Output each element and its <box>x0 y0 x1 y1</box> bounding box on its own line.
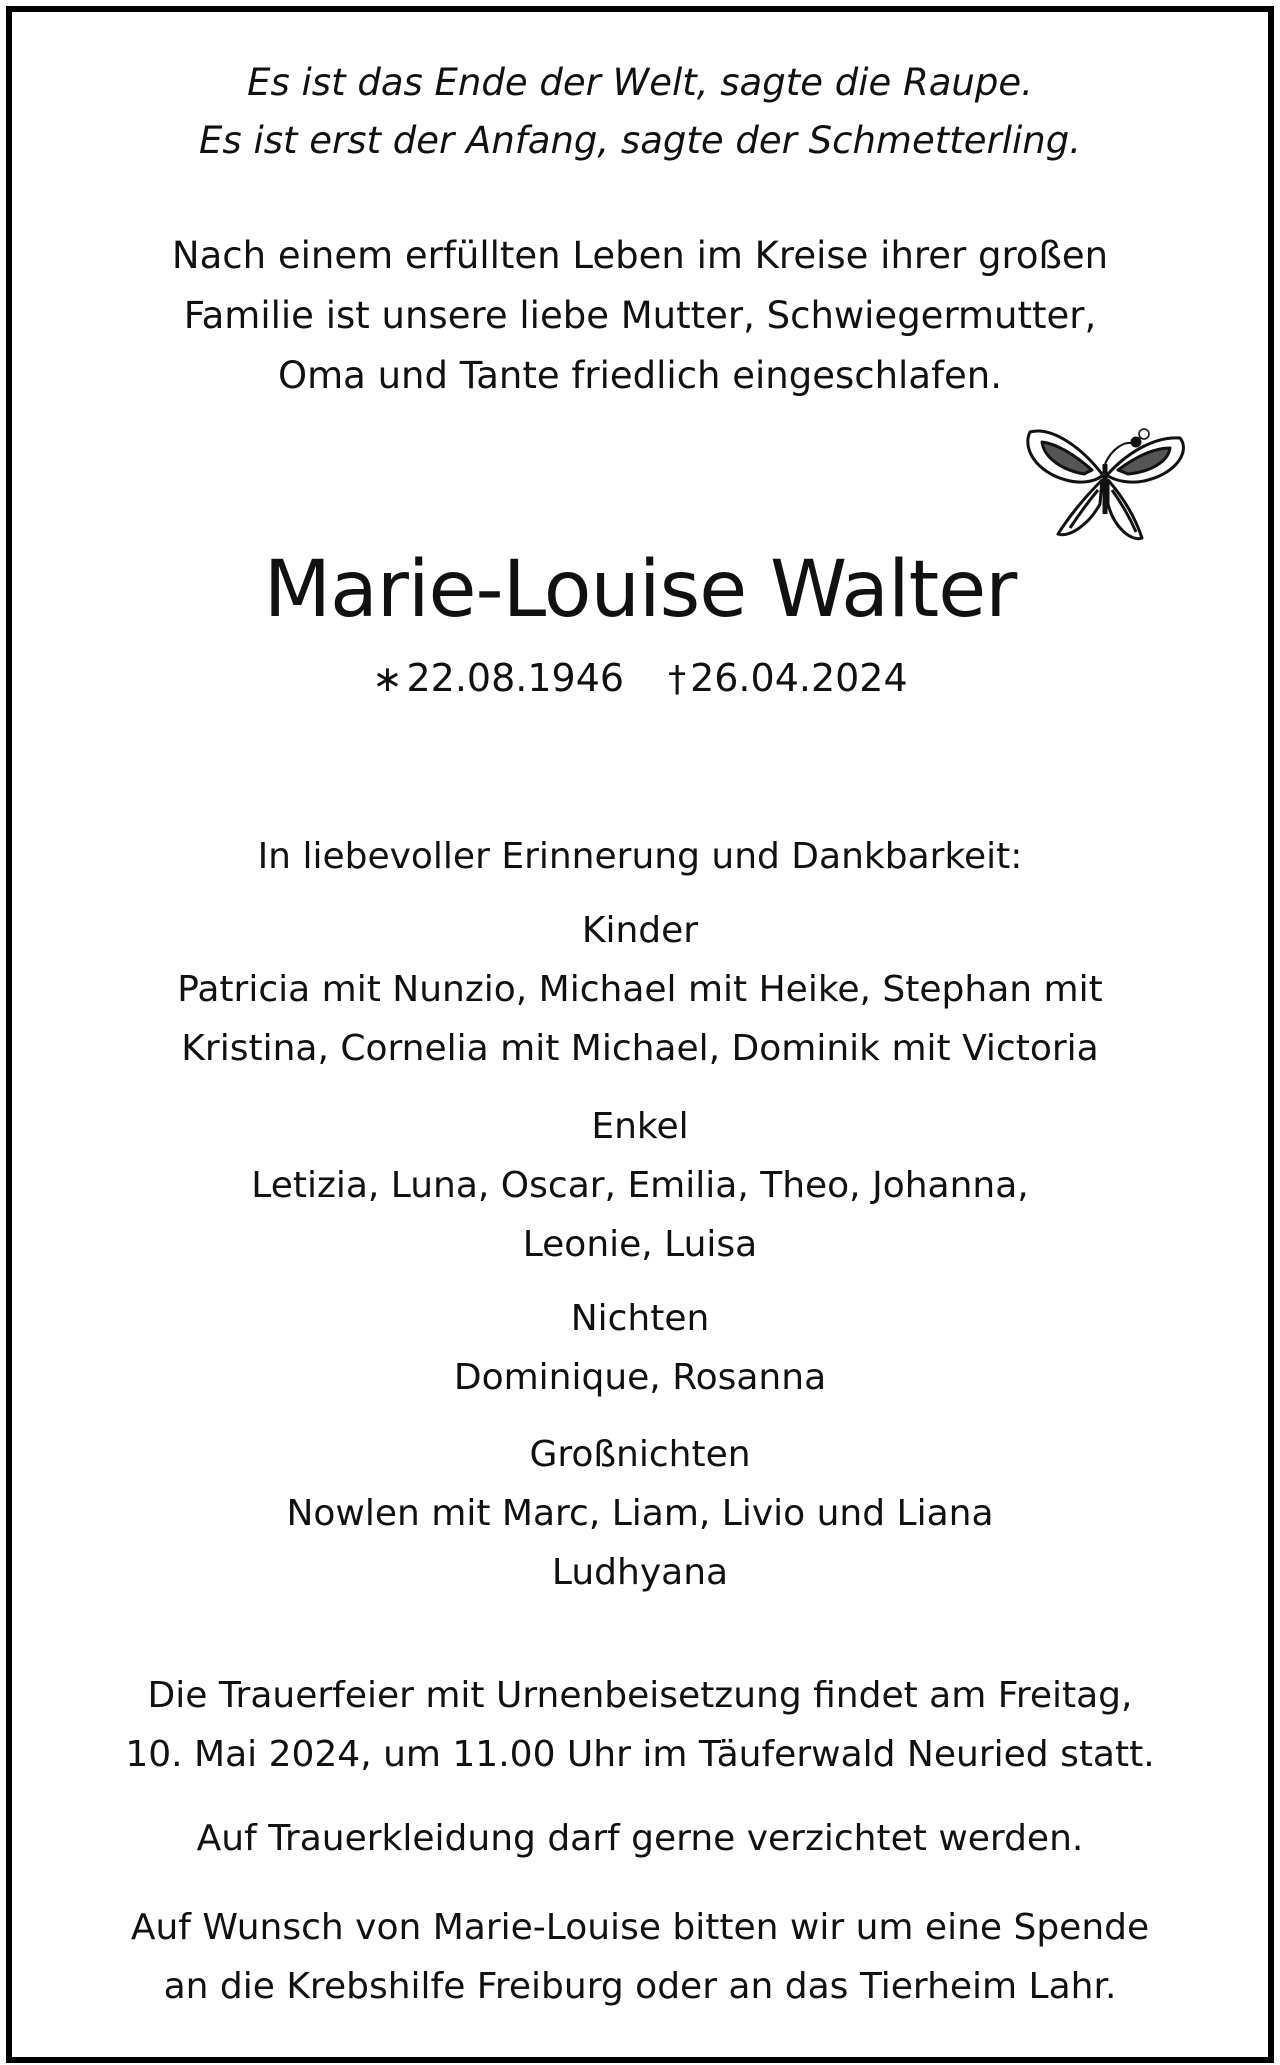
ceremony-line-2: 10. Mai 2024, um 11.00 Uhr im Täuferwald Neuried statt. <box>125 1734 1155 1775</box>
group-title: Großnichten <box>529 1434 751 1475</box>
birth-symbol: ∗ <box>372 659 403 700</box>
life-dates <box>0 650 1280 708</box>
death-symbol: † <box>668 659 687 700</box>
donation-line-2: an die Krebshilfe Freiburg oder an das Tierheim Lahr. <box>163 1966 1117 2007</box>
dress-note: Auf Trauerkleidung darf gerne verzichtet werden. <box>196 1818 1084 1859</box>
group-title: Nichten <box>570 1298 710 1339</box>
ceremony-info <box>0 1666 1280 1784</box>
death-date: 26.04.2024 <box>690 656 908 700</box>
group-title: Enkel <box>591 1106 689 1147</box>
quote-line-1: Es ist das Ende der Welt, sagte die Raupe. <box>247 61 1033 104</box>
group-nieces <box>0 1290 1280 1407</box>
group-line: Dominique, Rosanna <box>453 1357 827 1398</box>
donation-line-1: Auf Wunsch von Marie-Louise bitten wir um eine Spende <box>130 1907 1150 1948</box>
donation-note <box>0 1898 1280 2016</box>
group-line: Nowlen mit Marc, Liam, Livio und Liana <box>286 1493 994 1534</box>
remembrance-heading: In liebevoller Erinnerung und Dankbarkeit: <box>257 836 1023 877</box>
group-grandchildren <box>0 1098 1280 1274</box>
group-line: Ludhyana <box>551 1552 729 1593</box>
intro-text <box>0 226 1280 406</box>
deceased-name: Marie-Louise Walter <box>263 545 1017 635</box>
group-line: Leonie, Luisa <box>522 1224 758 1265</box>
ceremony-line-1: Die Trauerfeier mit Urnenbeisetzung findet am Freitag, <box>147 1675 1133 1716</box>
intro-line-3: Oma und Tante friedlich eingeschlafen. <box>277 354 1003 397</box>
group-children <box>0 902 1280 1078</box>
birth-date: 22.08.1946 <box>406 656 625 700</box>
group-grandnieces <box>0 1426 1280 1602</box>
group-line: Patricia mit Nunzio, Michael mit Heike, Stephan mit <box>177 969 1103 1010</box>
group-line: Letizia, Luna, Oscar, Emilia, Theo, Johanna, <box>251 1165 1029 1206</box>
butterfly-icon <box>1022 418 1192 546</box>
group-title: Kinder <box>581 910 699 951</box>
intro-line-1: Nach einem erfüllten Leben im Kreise ihrer großen <box>171 234 1109 277</box>
quote-line-2: Es ist erst der Anfang, sagte der Schmetterling. <box>199 119 1081 162</box>
intro-line-2: Familie ist unsere liebe Mutter, Schwiegermutter, <box>183 294 1097 337</box>
group-line: Kristina, Cornelia mit Michael, Dominik mit Victoria <box>181 1028 1099 1069</box>
opening-quote <box>0 54 1280 170</box>
